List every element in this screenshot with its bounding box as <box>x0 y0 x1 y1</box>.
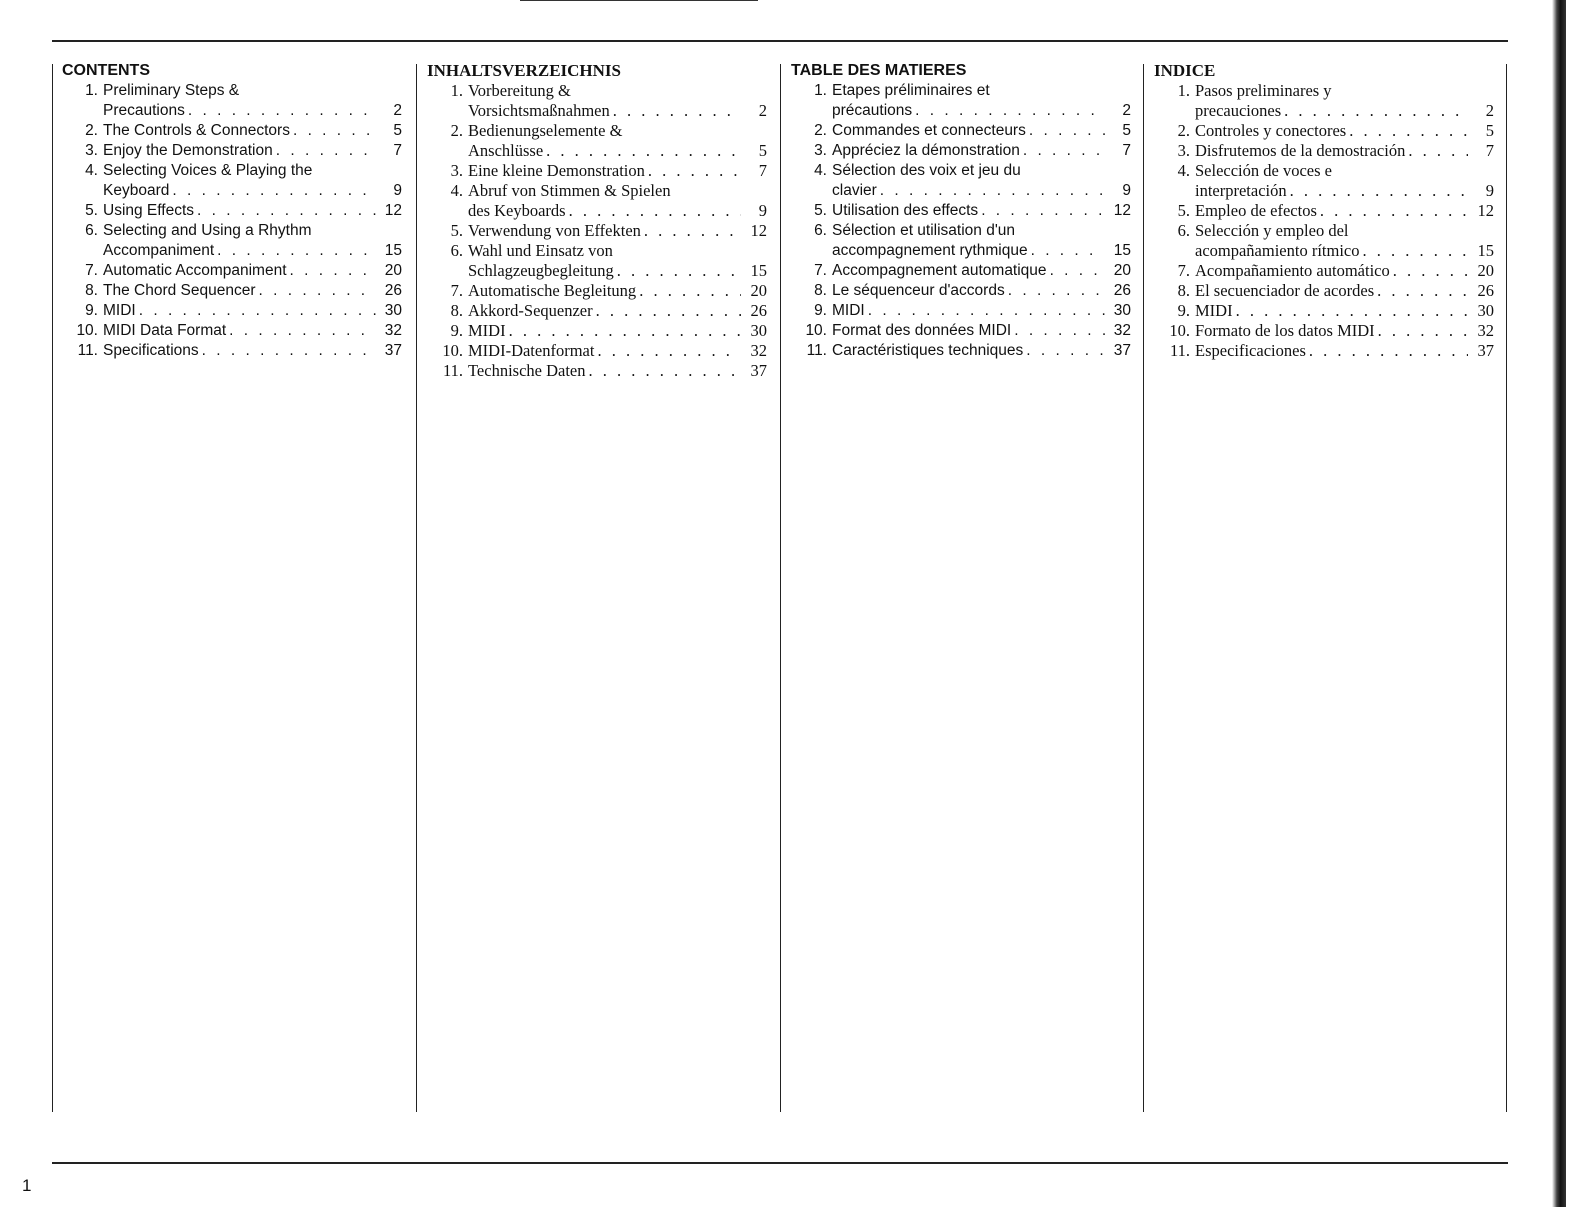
toc-entry <box>1154 261 1494 281</box>
entry-number: 5. <box>85 202 98 219</box>
dot-leader <box>1047 261 1105 281</box>
dot-leader <box>194 201 376 221</box>
entry-title: Format des données MIDI <box>832 322 1012 339</box>
entry-number: 10. <box>1169 321 1190 340</box>
dot-leader <box>1359 241 1468 261</box>
entry-title: Selecting and Using a Rhythm <box>103 222 312 239</box>
page-ref: 26 <box>750 301 767 320</box>
toc-entry <box>62 121 402 141</box>
entry-number: 10. <box>805 322 827 339</box>
toc-entry <box>1154 121 1494 141</box>
page-ref: 9 <box>393 182 402 199</box>
entry-title: Precautions <box>103 102 185 119</box>
entry-number: 1. <box>1177 81 1190 100</box>
entry-title: accompagnement rythmique <box>832 242 1028 259</box>
entry-number: 11. <box>77 342 98 359</box>
dot-leader <box>199 341 376 361</box>
toc-entry <box>427 321 767 341</box>
entry-title: Sélection et utilisation d'un <box>832 222 1016 239</box>
toc-entry <box>1154 341 1494 361</box>
dot-leader <box>636 281 741 301</box>
toc-entry <box>1154 201 1494 221</box>
toc-entry <box>62 321 402 341</box>
entry-title: Specifications <box>103 342 199 359</box>
toc-column-spanish <box>1154 61 1494 361</box>
dot-leader <box>287 261 376 281</box>
page-ref: 37 <box>384 342 402 359</box>
entry-number: 2. <box>450 121 463 140</box>
dot-leader <box>1020 141 1105 161</box>
toc-entry <box>427 341 767 361</box>
column-divider <box>52 64 53 1112</box>
entry-title: Wahl und Einsatz von <box>468 241 613 260</box>
dot-leader <box>136 301 376 321</box>
page-ref: 20 <box>1113 262 1131 279</box>
toc-entry <box>791 121 1131 141</box>
toc-entry <box>791 221 1131 261</box>
toc-column-french <box>791 61 1131 361</box>
entry-number: 8. <box>450 301 463 320</box>
toc-list <box>791 81 1131 361</box>
entry-number: 5. <box>814 202 827 219</box>
toc-entry <box>427 181 767 221</box>
entry-title: Bedienungselemente & <box>468 121 623 140</box>
entry-title: MIDI <box>468 321 506 340</box>
page-ref: 32 <box>750 341 767 360</box>
page-ref: 26 <box>1113 282 1131 299</box>
entry-number: 7. <box>1177 261 1190 280</box>
entry-number: 2. <box>85 122 98 139</box>
entry-title: Controles y conectores <box>1195 121 1347 140</box>
dot-leader <box>865 301 1105 321</box>
toc-entry <box>427 281 767 301</box>
dot-leader <box>1390 261 1468 281</box>
page-ref: 7 <box>393 142 402 159</box>
column-divider <box>416 64 417 1112</box>
toc-list <box>1154 81 1494 361</box>
page-ref: 15 <box>1113 242 1131 259</box>
entry-number: 1. <box>814 82 827 99</box>
entry-number: 6. <box>1177 221 1190 240</box>
toc-column-english <box>62 61 402 361</box>
toc-entry <box>791 321 1131 341</box>
toc-entry <box>791 141 1131 161</box>
page-ref: 26 <box>384 282 402 299</box>
entry-title: Schlagzeugbegleitung <box>468 261 614 280</box>
entry-number: 1. <box>450 81 463 100</box>
entry-number: 6. <box>814 222 827 239</box>
column-title: INHALTSVERZEICHNIS <box>427 61 621 80</box>
entry-number: 4. <box>85 162 98 179</box>
toc-entry <box>427 121 767 161</box>
dot-leader <box>1281 101 1468 121</box>
page-ref: 20 <box>1477 261 1494 280</box>
toc-entry <box>791 341 1131 361</box>
dot-leader <box>273 141 376 161</box>
toc-entry <box>427 161 767 181</box>
page-ref: 2 <box>1122 102 1131 119</box>
page-ref: 7 <box>1122 142 1131 159</box>
toc-entry <box>62 261 402 281</box>
page-ref: 7 <box>1485 141 1494 160</box>
toc-entry <box>427 81 767 121</box>
toc-list <box>62 81 402 361</box>
page-ref: 32 <box>1113 322 1131 339</box>
entry-number: 9. <box>814 302 827 319</box>
page-ref: 37 <box>750 361 767 380</box>
entry-number: 10. <box>442 341 463 360</box>
page-ref: 12 <box>750 221 767 240</box>
dot-leader <box>1011 321 1105 341</box>
page-ref: 30 <box>1113 302 1131 319</box>
dot-leader <box>1233 301 1468 321</box>
entry-title: precauciones <box>1195 101 1282 120</box>
dot-leader <box>1028 241 1105 261</box>
toc-column-german <box>427 61 767 381</box>
toc-entry <box>62 81 402 121</box>
column-divider <box>1506 64 1507 1112</box>
dot-leader <box>614 261 741 281</box>
toc-entry <box>62 141 402 161</box>
dot-leader <box>543 141 741 161</box>
top-rule-stub <box>520 0 758 1</box>
toc-entry <box>1154 281 1494 301</box>
entry-number: 6. <box>450 241 463 260</box>
entry-title: des Keyboards <box>468 201 566 220</box>
page-number: 1 <box>22 1176 32 1195</box>
toc-list <box>427 81 767 381</box>
dot-leader <box>1405 141 1468 161</box>
entry-title: Automatische Begleitung <box>468 281 637 300</box>
entry-number: 8. <box>1177 281 1190 300</box>
entry-title: Etapes préliminaires et <box>832 82 990 99</box>
page-ref: 20 <box>750 281 767 300</box>
dot-leader <box>594 341 741 361</box>
entry-title: MIDI <box>1195 301 1233 320</box>
page-ref: 5 <box>1485 121 1494 140</box>
entry-number: 6. <box>85 222 98 239</box>
dot-leader <box>610 101 741 121</box>
entry-number: 4. <box>814 162 827 179</box>
entry-title: Empleo de efectos <box>1195 201 1317 220</box>
entry-title: Selección de voces e <box>1195 161 1332 180</box>
column-title: CONTENTS <box>62 62 150 79</box>
entry-title: Selección y empleo del <box>1195 221 1349 240</box>
entry-number: 5. <box>1177 201 1190 220</box>
dot-leader <box>256 281 376 301</box>
page-ref: 15 <box>1477 241 1494 260</box>
binding-edge <box>1552 0 1566 1207</box>
entry-title: Disfrutemos de la demostración <box>1195 141 1406 160</box>
dot-leader <box>641 221 741 241</box>
toc-entry <box>1154 301 1494 321</box>
dot-leader <box>1375 321 1468 341</box>
entry-number: 9. <box>1177 301 1190 320</box>
entry-number: 3. <box>85 142 98 159</box>
page-ref: 2 <box>1485 101 1494 120</box>
dot-leader <box>1374 281 1468 301</box>
dot-leader <box>912 101 1105 121</box>
entry-title: Enjoy the Demonstration <box>103 142 273 159</box>
dot-leader <box>1317 201 1468 221</box>
entry-title: Using Effects <box>103 202 195 219</box>
entry-number: 11. <box>806 342 827 359</box>
page-ref: 5 <box>758 141 767 160</box>
entry-number: 2. <box>1177 121 1190 140</box>
column-divider <box>780 64 781 1112</box>
entry-number: 11. <box>442 361 463 380</box>
dot-leader <box>1005 281 1105 301</box>
entry-number: 4. <box>450 181 463 200</box>
entry-number: 11. <box>1169 341 1190 360</box>
entry-title: précautions <box>832 102 913 119</box>
dot-leader <box>506 321 741 341</box>
entry-title: MIDI <box>832 302 865 319</box>
toc-entry <box>62 161 402 201</box>
entry-title: Eine kleine Demonstration <box>468 161 645 180</box>
entry-title: Pasos preliminares y <box>1195 81 1332 100</box>
dot-leader <box>586 361 742 381</box>
dot-leader <box>169 181 376 201</box>
page-ref: 12 <box>1477 201 1494 220</box>
dot-leader <box>226 321 376 341</box>
page-ref: 30 <box>384 302 402 319</box>
entry-number: 2. <box>814 122 827 139</box>
dot-leader <box>290 121 376 141</box>
page-ref: 32 <box>1477 321 1494 340</box>
entry-title: The Chord Sequencer <box>103 282 256 299</box>
toc-entry <box>791 81 1131 121</box>
dot-leader <box>1306 341 1468 361</box>
entry-title: Vorsichtsmaßnahmen <box>468 101 610 120</box>
dot-leader <box>185 101 376 121</box>
dot-leader <box>645 161 741 181</box>
entry-title: Accompagnement automatique <box>832 262 1047 279</box>
page-ref: 20 <box>384 262 402 279</box>
entry-title: Preliminary Steps & <box>103 82 240 99</box>
entry-title: Akkord-Sequenzer <box>468 301 593 320</box>
toc-entry <box>791 261 1131 281</box>
entry-title: Especificaciones <box>1195 341 1306 360</box>
page-ref: 32 <box>384 322 402 339</box>
dot-leader <box>593 301 741 321</box>
entry-title: Commandes et connecteurs <box>832 122 1026 139</box>
entry-number: 4. <box>1177 161 1190 180</box>
entry-title: Sélection des voix et jeu du <box>832 162 1021 179</box>
page-ref: 5 <box>393 122 402 139</box>
entry-title: MIDI-Datenformat <box>468 341 595 360</box>
entry-title: Verwendung von Effekten <box>468 221 641 240</box>
entry-title: Vorbereitung & <box>468 81 571 100</box>
entry-title: clavier <box>832 182 877 199</box>
column-title: TABLE DES MATIERES <box>791 62 967 79</box>
entry-title: Acompañamiento automático <box>1195 261 1390 280</box>
toc-entry <box>427 241 767 281</box>
page-ref: 9 <box>758 201 767 220</box>
toc-entry <box>62 201 402 221</box>
entry-number: 7. <box>814 262 827 279</box>
toc-entry <box>791 201 1131 221</box>
entry-title: Caractéristiques techniques <box>832 342 1024 359</box>
toc-entry <box>62 341 402 361</box>
entry-number: 8. <box>814 282 827 299</box>
page-ref: 2 <box>758 101 767 120</box>
entry-title: MIDI <box>103 302 136 319</box>
entry-number: 9. <box>450 321 463 340</box>
entry-title: interpretación <box>1195 181 1287 200</box>
page-ref: 37 <box>1477 341 1494 360</box>
toc-entry <box>62 221 402 261</box>
toc-entry <box>1154 221 1494 261</box>
toc-entry <box>1154 161 1494 201</box>
entry-number: 3. <box>814 142 827 159</box>
entry-title: acompañamiento rítmico <box>1195 241 1360 260</box>
toc-entry <box>1154 321 1494 341</box>
dot-leader <box>214 241 376 261</box>
entry-title: Le séquenceur d'accords <box>832 282 1005 299</box>
entry-title: Utilisation des effects <box>832 202 979 219</box>
entry-title: El secuenciador de acordes <box>1195 281 1375 300</box>
toc-entry <box>791 301 1131 321</box>
page-ref: 26 <box>1477 281 1494 300</box>
entry-number: 5. <box>450 221 463 240</box>
entry-title: Anschlüsse <box>468 141 544 160</box>
entry-number: 7. <box>85 262 98 279</box>
entry-number: 3. <box>1177 141 1190 160</box>
dot-leader <box>566 201 741 221</box>
entry-title: Technische Daten <box>468 361 586 380</box>
entry-number: 8. <box>85 282 98 299</box>
dot-leader <box>1287 181 1468 201</box>
toc-entry <box>1154 81 1494 121</box>
entry-number: 10. <box>76 322 98 339</box>
entry-title: Abruf von Stimmen & Spielen <box>468 181 671 200</box>
page-ref: 15 <box>384 242 402 259</box>
entry-number: 9. <box>85 302 98 319</box>
entry-title: Formato de los datos MIDI <box>1195 321 1375 340</box>
entry-title: Selecting Voices & Playing the <box>103 162 313 179</box>
entry-title: Keyboard <box>103 182 170 199</box>
entry-number: 1. <box>85 82 98 99</box>
toc-entry <box>62 281 402 301</box>
column-divider <box>1143 64 1144 1112</box>
page-ref: 12 <box>384 202 402 219</box>
entry-number: 3. <box>450 161 463 180</box>
toc-entry <box>427 361 767 381</box>
toc-entry <box>427 301 767 321</box>
entry-title: Appréciez la démonstration <box>832 142 1020 159</box>
page-ref: 2 <box>393 102 402 119</box>
column-title: INDICE <box>1154 61 1216 80</box>
bottom-rule <box>52 1162 1508 1164</box>
page-ref: 15 <box>750 261 767 280</box>
dot-leader <box>1026 121 1105 141</box>
dot-leader <box>1346 121 1468 141</box>
entry-title: Automatic Accompaniment <box>103 262 287 279</box>
page-ref: 7 <box>758 161 767 180</box>
page-ref: 9 <box>1122 182 1131 199</box>
page-ref: 30 <box>750 321 767 340</box>
entry-number: 7. <box>450 281 463 300</box>
toc-entry <box>62 301 402 321</box>
entry-title: MIDI Data Format <box>103 322 227 339</box>
page-ref: 37 <box>1113 342 1131 359</box>
toc-entry <box>1154 141 1494 161</box>
top-rule <box>52 40 1508 42</box>
page-ref: 12 <box>1113 202 1131 219</box>
entry-title: The Controls & Connectors <box>103 122 290 139</box>
page-ref: 30 <box>1477 301 1494 320</box>
dot-leader <box>978 201 1105 221</box>
entry-title: Accompaniment <box>103 242 215 259</box>
dot-leader <box>877 181 1105 201</box>
dot-leader <box>1023 341 1105 361</box>
toc-entry <box>427 221 767 241</box>
page-ref: 9 <box>1485 181 1494 200</box>
toc-entry <box>791 281 1131 301</box>
page-ref: 5 <box>1122 122 1131 139</box>
toc-entry <box>791 161 1131 201</box>
